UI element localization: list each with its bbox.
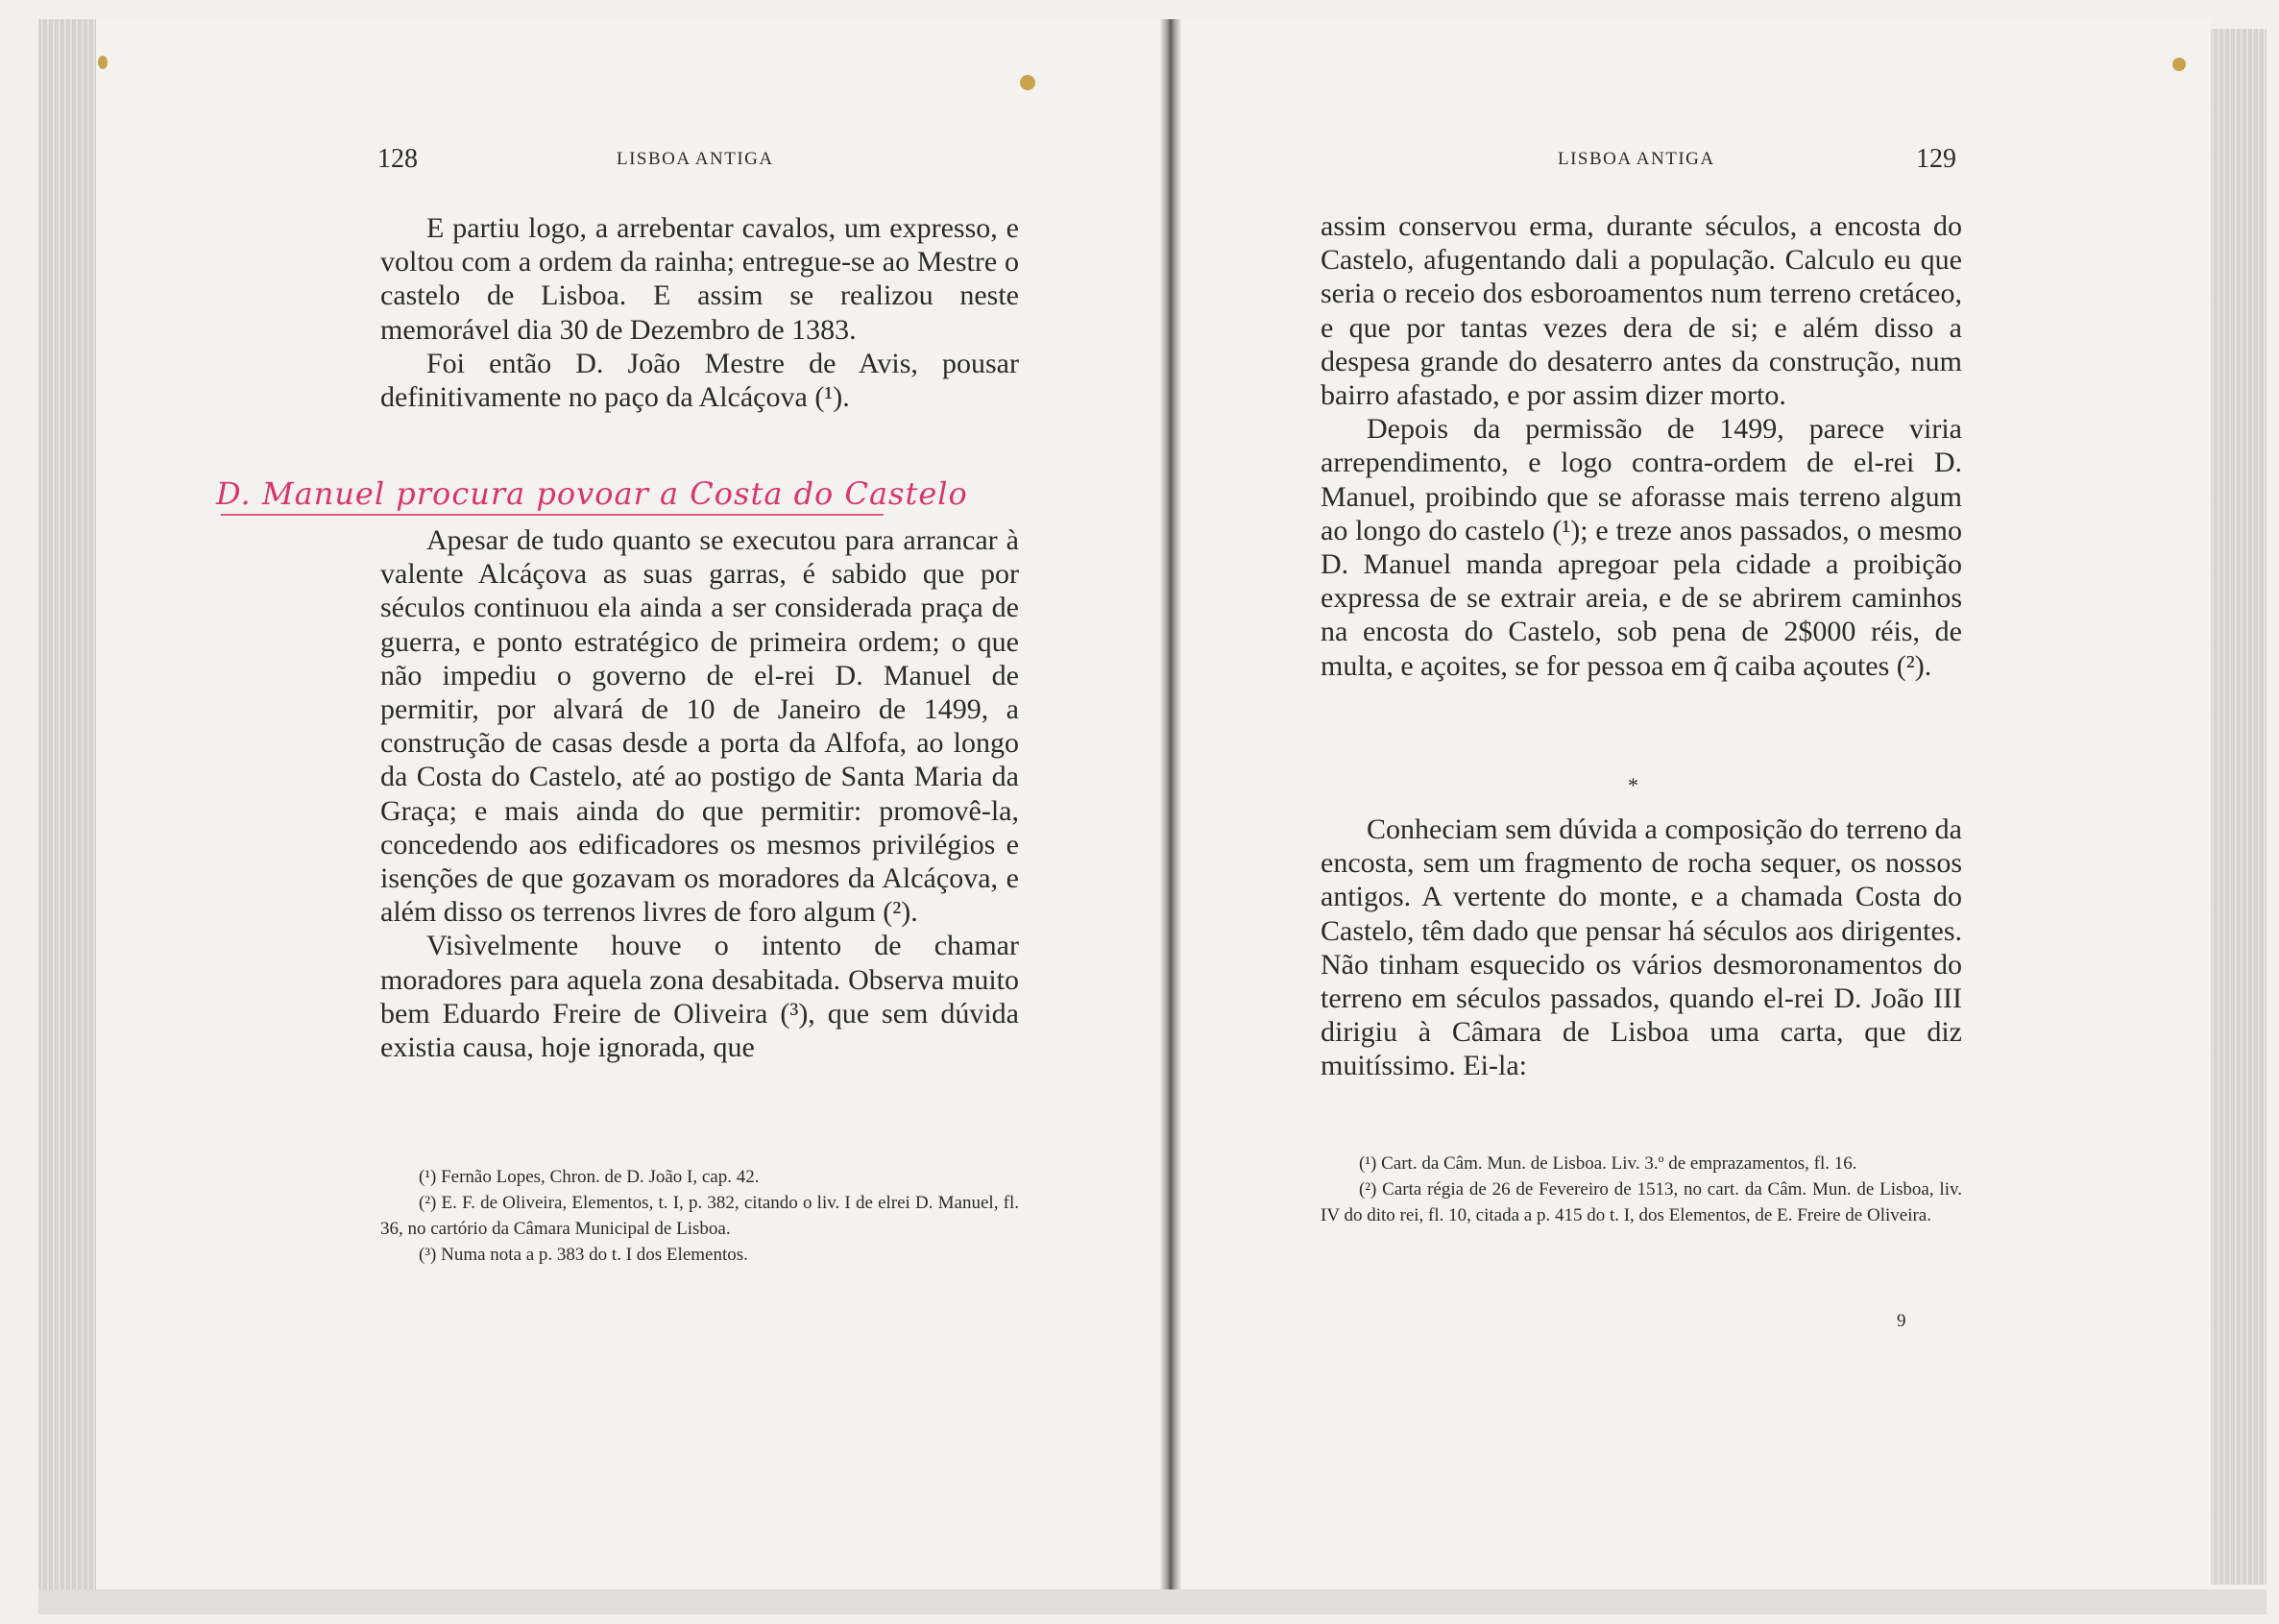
book-gutter — [1160, 19, 1181, 1604]
left-footnote-1: (¹) Fernão Lopes, Chron. de D. João I, cap. 42. — [419, 1167, 760, 1187]
left-footnote-2: (²) E. F. de Oliveira, Elementos, t. I, p. 382, citando o liv. I de elrei D. Manuel, fl. 36, no cartório da Câmara Municipal de Lisboa. — [380, 1193, 1019, 1239]
left-footnotes — [380, 1164, 1019, 1268]
right-footnote-2: (²) Carta régia de 26 de Fevereiro de 1513, no cart. da Câm. Mun. de Lisboa, liv. IV do dito rei, fl. 10, citada a p. 415 do t. I, dos Elementos, de E. Freire de Oliveira. — [1321, 1179, 1962, 1225]
right-text-block-top — [1321, 209, 1962, 683]
right-footnotes — [1321, 1151, 1962, 1228]
left-footnote-3: (³) Numa nota a p. 383 do t. I dos Elementos. — [419, 1245, 748, 1265]
handwritten-annotation: D. Manuel procura povoar a Costa do Castelo — [216, 475, 968, 512]
handwritten-underline — [221, 514, 884, 516]
right-paragraph-3: Conheciam sem dúvida a composição do terreno da encosta, sem um fragmento de rocha sequer, os nossos antigos. A vertente do monte, e a chamada Costa do Castelo, têm dado que pensar há séculos aos dirigentes. Não tinham esquecido os vários desmoronamentos do terreno em séculos passados, quando el-rei D. João III dirigiu à Câmara de Lisboa uma carta, que diz muitíssimo. Ei-la: — [1321, 813, 1962, 1082]
signature-mark: 9 — [1897, 1311, 1906, 1331]
page-number-right: 129 — [1916, 144, 1956, 174]
left-paragraph-2: Foi então D. João Mestre de Avis, pousar definitivamente no paço da Alcáçova (¹). — [380, 347, 1019, 414]
left-paragraph-4: Visìvelmente houve o intento de chamar moradores para aquela zona desabitada. Observa muito bem Eduardo Freire de Oliveira (³), que sem dúvida existia causa, hoje ignorada, que — [380, 930, 1019, 1064]
left-text-block-main — [380, 523, 1019, 1064]
right-text-block-bottom — [1321, 812, 1962, 1083]
left-paragraph-3: Apesar de tudo quanto se executou para arrancar à valente Alcáçova as suas garras, é sabido que por séculos continuou ela ainda a ser considerada praça de guerra, e ponto estratégico de primeira ordem; o que não impediu o governo de el-rei D. Manuel de permitir, por alvará de 10 de Janeiro de 1499, a construção de casas desde a porta da Alfofa, ao longo da Costa do Castelo, até ao postigo de Santa Maria da Graça; e mais ainda do que permitir: promovê-la, concedendo aos edificadores os mesmos privilégios e isenções de que gozavam os moradores da Alcáçova, e além disso os terrenos livres de foro algum (²). — [380, 524, 1019, 929]
right-paragraph-1: assim conservou erma, durante séculos, a encosta do Castelo, afugentando dali a população. Calculo eu que seria o receio dos esboroamentos num terreno cretáceo, e que por tantas vezes dera de si; e além disso a despesa grande do desaterro antes da construção, num bairro afastado, e por assim dizer morto. — [1321, 210, 1962, 412]
book-edge-right — [2209, 29, 2267, 1585]
stain-mark — [1020, 75, 1035, 90]
right-footnote-1: (¹) Cart. da Câm. Mun. de Lisboa. Liv. 3.º de emprazamentos, fl. 16. — [1359, 1153, 1857, 1174]
stain-mark — [98, 56, 108, 69]
left-text-block-top — [380, 211, 1019, 414]
left-paragraph-1: E partiu logo, a arrebentar cavalos, um expresso, e voltou com a ordem da rainha; entregue-se ao Mestre o castelo de Lisboa. E assim se realizou neste memorável dia 30 de Dezembro de 1383. — [380, 212, 1019, 346]
running-header-left: LISBOA ANTIGA — [617, 149, 774, 169]
stain-mark — [2172, 58, 2186, 71]
scan-bottom-band — [38, 1589, 2267, 1614]
running-header-right: LISBOA ANTIGA — [1558, 149, 1715, 169]
right-paragraph-2: Depois da permissão de 1499, parece viria arrependimento, e logo contra-ordem de el-rei D. Manuel, proibindo que se aforasse mais terreno algum ao longo do castelo (¹); e treze anos passados, o mesmo D. Manuel manda apregoar pela cidade a proibição expressa de se extrair areia, e de se abrirem caminhos na encosta do Castelo, sob pena de 2$000 réis, de multa, e açoites, se for pessoa em q̃ caiba açoutes (²). — [1321, 413, 1962, 682]
page-number-left: 128 — [377, 144, 418, 174]
section-separator: * — [1628, 773, 1638, 797]
